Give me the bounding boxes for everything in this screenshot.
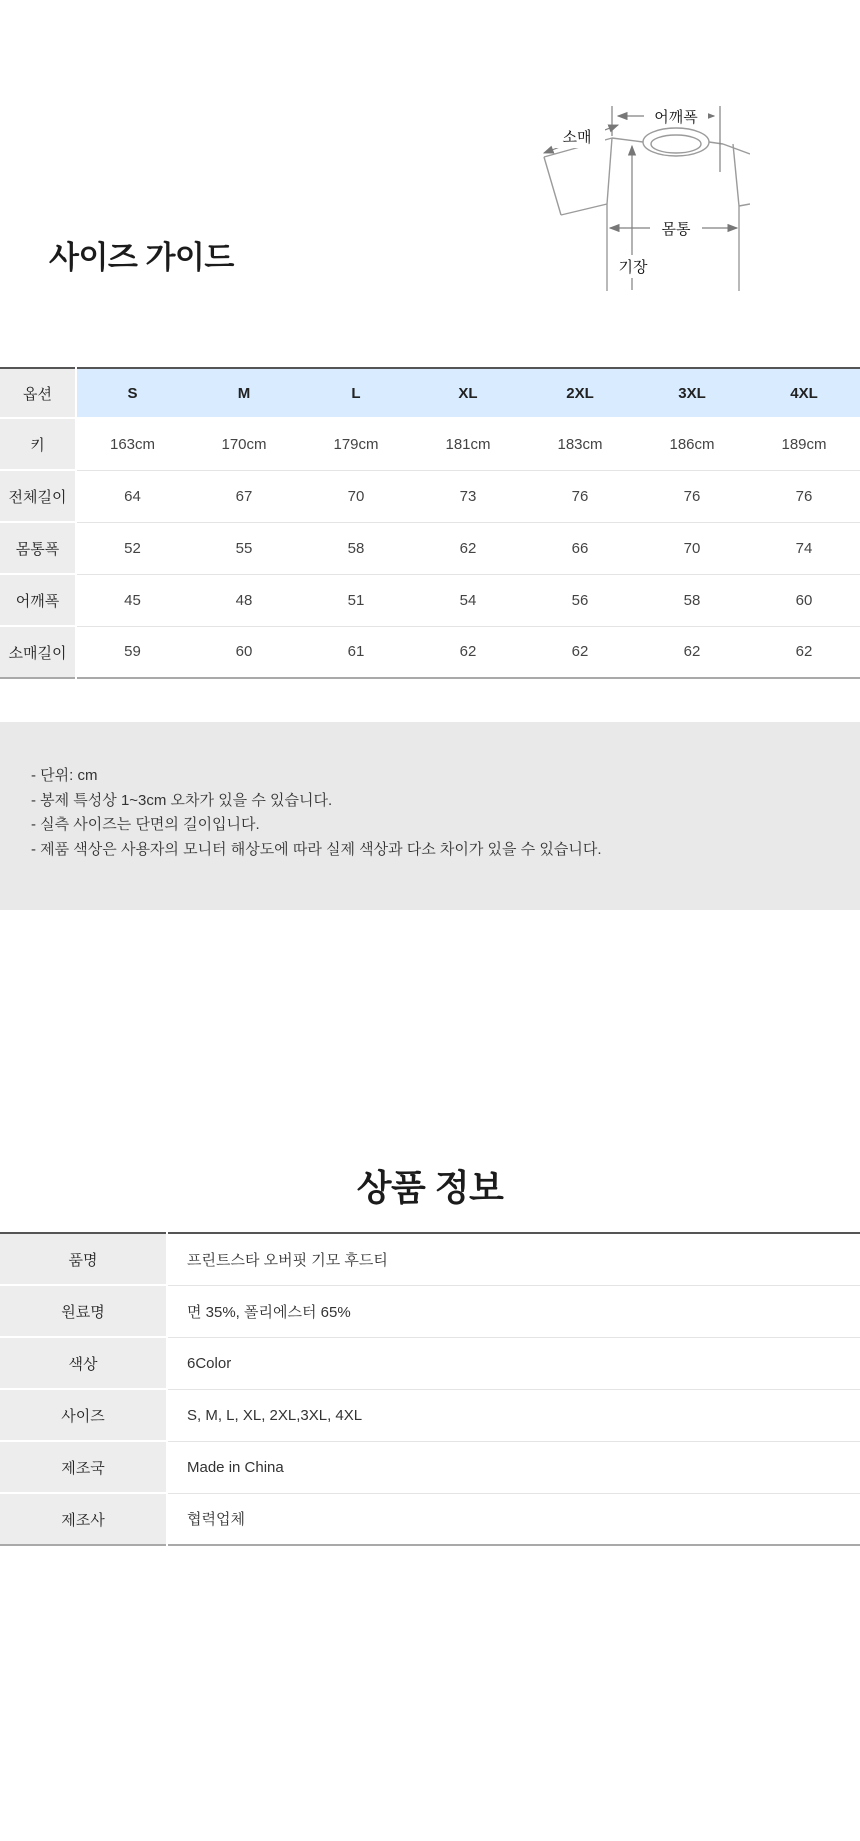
size-value-cell: 62 (571, 643, 589, 661)
size-notes (0, 722, 860, 910)
size-value-cell: 58 (300, 522, 412, 574)
size-row-label: 몸통폭 (0, 522, 76, 574)
size-value-cell: 60 (748, 574, 860, 626)
size-value-cell: 181cm (412, 418, 524, 470)
size-note-line: - 단위: cm (31, 767, 98, 784)
size-value-cell: 51 (300, 574, 412, 626)
product-info-value: 협력업체 (187, 1511, 245, 1529)
size-value-cell: 62 (459, 643, 477, 661)
size-value-cell: 52 (76, 522, 188, 574)
product-info-label: 사이즈 (0, 1389, 167, 1441)
size-column-header: XL (412, 368, 524, 418)
size-value-cell: 179cm (300, 418, 412, 470)
length-label: 기장 (618, 259, 648, 276)
product-info-label: 제조국 (0, 1441, 167, 1493)
product-info-title: 상품 정보 (356, 1166, 504, 1208)
size-table-row (0, 522, 860, 574)
body-width-label: 몸통 (661, 221, 691, 238)
size-value-cell: 56 (524, 574, 636, 626)
size-row-label: 키 (0, 418, 76, 470)
size-column-header: M (188, 368, 300, 418)
size-value-cell: 76 (636, 470, 748, 522)
product-info-table (0, 1232, 860, 1546)
product-info-row (0, 1389, 860, 1441)
size-table (0, 367, 860, 679)
size-table-row (0, 470, 860, 522)
tshirt-diagram-icon (440, 78, 750, 295)
size-value-cell: 73 (412, 470, 524, 522)
size-column-header: S (76, 368, 188, 418)
size-table-header-row (0, 368, 860, 418)
size-value-cell: 59 (124, 643, 141, 661)
size-table-row (0, 418, 860, 470)
size-value-cell: 61 (347, 643, 365, 661)
size-value-cell: 76 (524, 470, 636, 522)
size-value-cell: 58 (636, 574, 748, 626)
product-info-value: S, M, L, XL, 2XL,3XL, 4XL (167, 1389, 860, 1441)
size-value-cell: 170cm (188, 418, 300, 470)
size-value-cell: 54 (412, 574, 524, 626)
size-column-header: L (300, 368, 412, 418)
product-info-label: 품명 (0, 1233, 167, 1285)
size-value-cell: 60 (235, 643, 253, 661)
size-note-line: - 제품 색상은 사용자의 모니터 해상도에 따라 실제 색상과 다소 차이가 있을 수 있습니다. (31, 840, 602, 858)
size-value-cell: 66 (524, 522, 636, 574)
product-info-label: 색상 (0, 1337, 167, 1389)
size-value-cell: 70 (636, 522, 748, 574)
size-value-cell: 183cm (524, 418, 636, 470)
size-value-cell: 163cm (76, 418, 188, 470)
size-value-cell: 76 (748, 470, 860, 522)
dimension-labels (553, 104, 708, 278)
size-column-header: 2XL (524, 368, 636, 418)
product-info-label: 원료명 (0, 1285, 167, 1337)
size-value-cell: 74 (748, 522, 860, 574)
product-info-value: Made in China (167, 1441, 860, 1493)
size-value-cell: 189cm (748, 418, 860, 470)
product-info-row (0, 1493, 860, 1545)
size-value-cell: 186cm (636, 418, 748, 470)
size-value-cell: 62 (683, 643, 701, 661)
size-value-cell: 45 (76, 574, 188, 626)
size-value-cell: 62 (795, 643, 813, 661)
size-note-line: - 봉제 특성상 1~3cm 오차가 있을 수 있습니다. (31, 791, 333, 809)
product-info-row (0, 1441, 860, 1493)
size-row-label: 소매길이 (0, 626, 76, 678)
shoulder-width-label: 어깨폭 (654, 109, 698, 126)
size-column-header: 3XL (636, 368, 748, 418)
option-header-cell: 옵션 (0, 368, 76, 418)
size-value-cell: 64 (76, 470, 188, 522)
sleeve-label: 소매 (562, 129, 592, 146)
size-row-label: 어깨폭 (0, 574, 76, 626)
product-info-label: 제조사 (0, 1493, 167, 1545)
size-note-line: - 실측 사이즈는 단면의 길이입니다. (31, 816, 260, 833)
size-row-label: 전체길이 (0, 470, 76, 522)
size-value-cell: 70 (300, 470, 412, 522)
size-column-header: 4XL (748, 368, 860, 418)
product-info-value: 6Color (167, 1337, 860, 1389)
size-value-cell: 67 (188, 470, 300, 522)
product-info-value: 면 35%, 폴리에스터 65% (167, 1285, 860, 1337)
size-table-row (0, 626, 860, 678)
size-guide-title: 사이즈 가이드 (49, 239, 234, 275)
size-table-row (0, 574, 860, 626)
shirt-measurement-diagram (440, 78, 750, 295)
product-info-value: 프린트스타 오버핏 기모 후드티 (167, 1233, 860, 1285)
product-info-row (0, 1233, 860, 1285)
product-info-row (0, 1285, 860, 1337)
size-value-cell: 48 (188, 574, 300, 626)
product-info-row (0, 1337, 860, 1389)
size-value-cell: 55 (188, 522, 300, 574)
size-value-cell: 62 (412, 522, 524, 574)
